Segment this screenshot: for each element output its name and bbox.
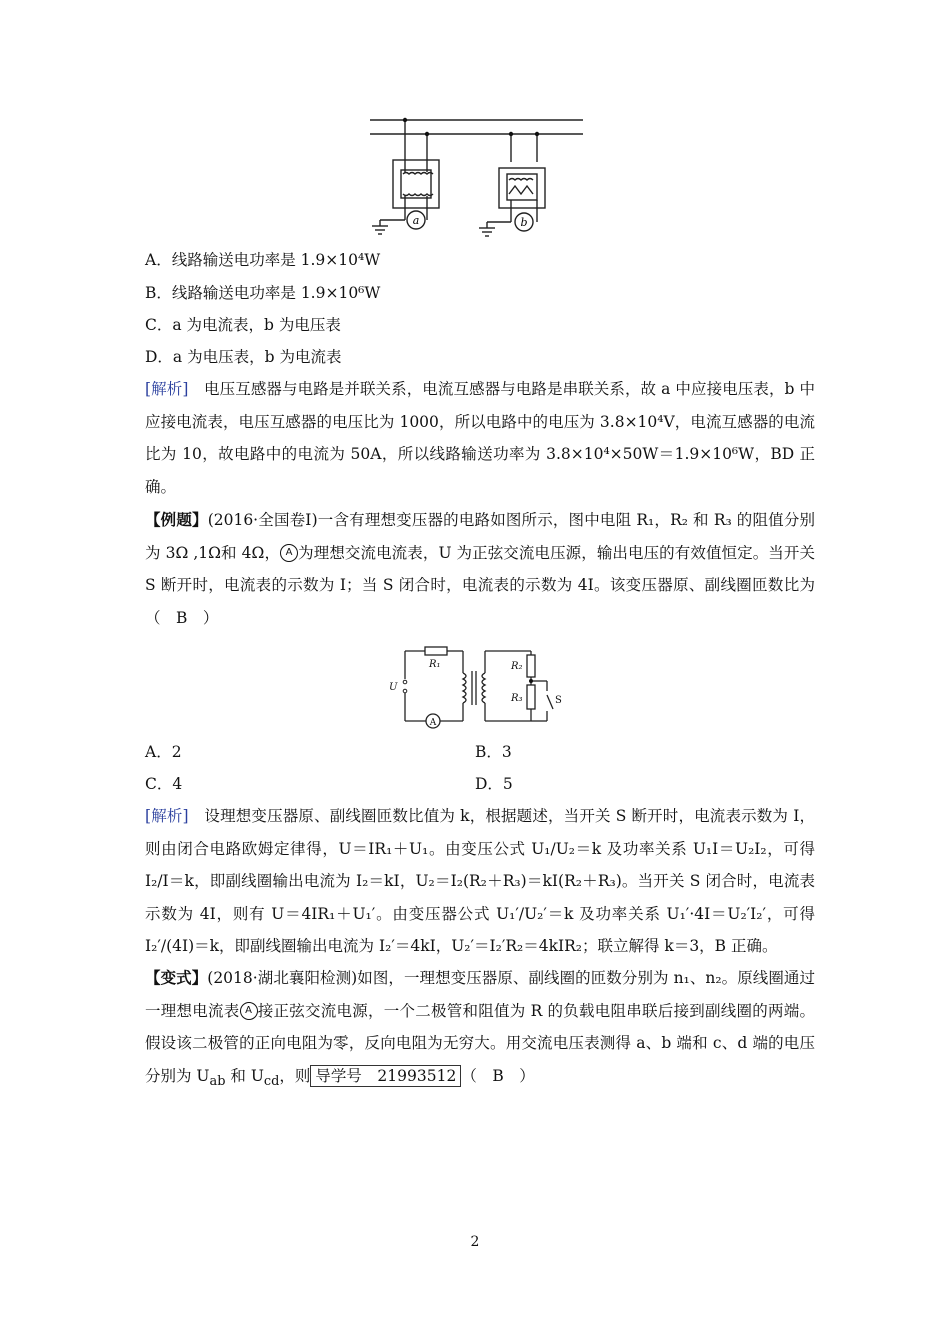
analysis-2 xyxy=(145,800,815,963)
variant-text-4: ，则 xyxy=(279,1066,311,1085)
analysis-1-text: 电压互感器与电路是并联关系，电流互感器与电路是串联关系，故 a 中应接电压表，b 中应接电流表，电压互感器的电压比为 1000，所以电路中的电压为 3.8×10⁴V，电流互感器的电流比为 10，故电路中的电流为 50A，所以线路输送功率为 3.8×10⁴×50W＝1.9×10⁶W，BD 正确。 xyxy=(145,380,815,496)
r3-label: R₃ xyxy=(511,693,523,704)
q1-option-d: D．a 为电压表，b 为电流表 xyxy=(145,348,342,366)
r1-label: R₁ xyxy=(429,659,441,670)
analysis-1-tag: [解析] xyxy=(145,380,189,398)
variant-text-3: 和 U xyxy=(225,1066,264,1085)
q2-option-b: B．3 xyxy=(475,743,512,761)
analysis-2-tag: [解析] xyxy=(145,807,189,825)
meter-a-label: a xyxy=(412,214,420,227)
transformer-figure-1 xyxy=(365,110,590,240)
guide-number-box: 导学号 21993512 xyxy=(310,1065,461,1087)
variant-text-1: (2018·湖北襄阳检测)如图，一理想变压器原、副线圈的匝数分别为 n₁、n₂。原线圈通过一理想电流表 xyxy=(145,969,815,1020)
sub-ab: ab xyxy=(209,1073,226,1089)
u-label: U xyxy=(389,682,398,693)
example-text-1: (2016·全国卷Ⅰ)一含有理想变压器的电路如图所示，图中电阻 R₁，R₂ 和 R₃ 的阻值分别为 3Ω ,1Ω和 4Ω， xyxy=(145,511,815,562)
page-number: 2 xyxy=(470,1234,480,1250)
q2-option-c: C．4 xyxy=(145,775,183,793)
variant-ammeter-symbol: A xyxy=(240,1002,258,1020)
q2-option-a: A．2 xyxy=(145,743,182,761)
sub-cd: cd xyxy=(263,1073,280,1089)
q1-option-b: B．线路输送电功率是 1.9×10⁶W xyxy=(145,284,381,302)
example-tag: 【例题】 xyxy=(145,510,208,529)
transformer-circuit-figure xyxy=(385,645,570,730)
variant-tag: 【变式】 xyxy=(145,968,208,987)
variant-answer: （ B ） xyxy=(461,1066,535,1085)
r2-label: R₂ xyxy=(511,661,523,672)
variant-text-2: 接正弦交流电源，一个二极管和阻值为 R 的负载电阻串联后接到副线圈的两端。假设该二极管的正向电阻为零，反向电阻为无穷大。用交流电压表测得 a、b 端和 c、d 端的电压分别为 U xyxy=(145,1001,815,1085)
q2-option-d: D．5 xyxy=(475,775,513,793)
meter-b-label: b xyxy=(520,216,528,229)
q1-option-a: A．线路输送电功率是 1.9×10⁴W xyxy=(145,251,381,269)
switch-label: S xyxy=(555,695,562,706)
analysis-2-text: 设理想变压器原、副线圈匝数比值为 k，根据题述，当开关 S 断开时，电流表示数为 I，则由闭合电路欧姆定律得，U＝IR₁＋U₁。由变压公式 U₁/U₂＝k 及功率关系 U₁I＝U₂I₂，可得 I₂/I＝k，即副线圈输出电流为 I₂＝kI，U₂＝I₂(R₂＋R₃)＝kI(R₂＋R₃)。当开关 S 闭合时，电流表示数为 4I，则有 U＝4IR₁＋U₁′。由变压器公式 U₁′/U₂′＝k 及功率关系 U₁′·4I＝U₂′I₂′，可得 I₂′/(4I)＝k，即副线圈输出电流为 I₂′＝4kI，U₂′＝I₂′R₂＝4kIR₂；联立解得 k＝3，B 正确。 xyxy=(145,807,815,955)
example-text-2: 为理想交流电流表，U 为正弦交流电压源，输出电压的有效值恒定。当开关 S 断开时，电流表的示数为 I；当 S 闭合时，电流表的示数为 4I。该变压器原、副线圈匝数比为（ B ） xyxy=(145,543,815,627)
analysis-1 xyxy=(145,373,815,503)
variant-problem xyxy=(145,962,815,1098)
ammeter-symbol: A xyxy=(280,544,298,562)
ammeter-label: A xyxy=(429,718,437,728)
q1-option-c: C．a 为电流表，b 为电压表 xyxy=(145,316,341,334)
example-problem xyxy=(145,504,815,634)
